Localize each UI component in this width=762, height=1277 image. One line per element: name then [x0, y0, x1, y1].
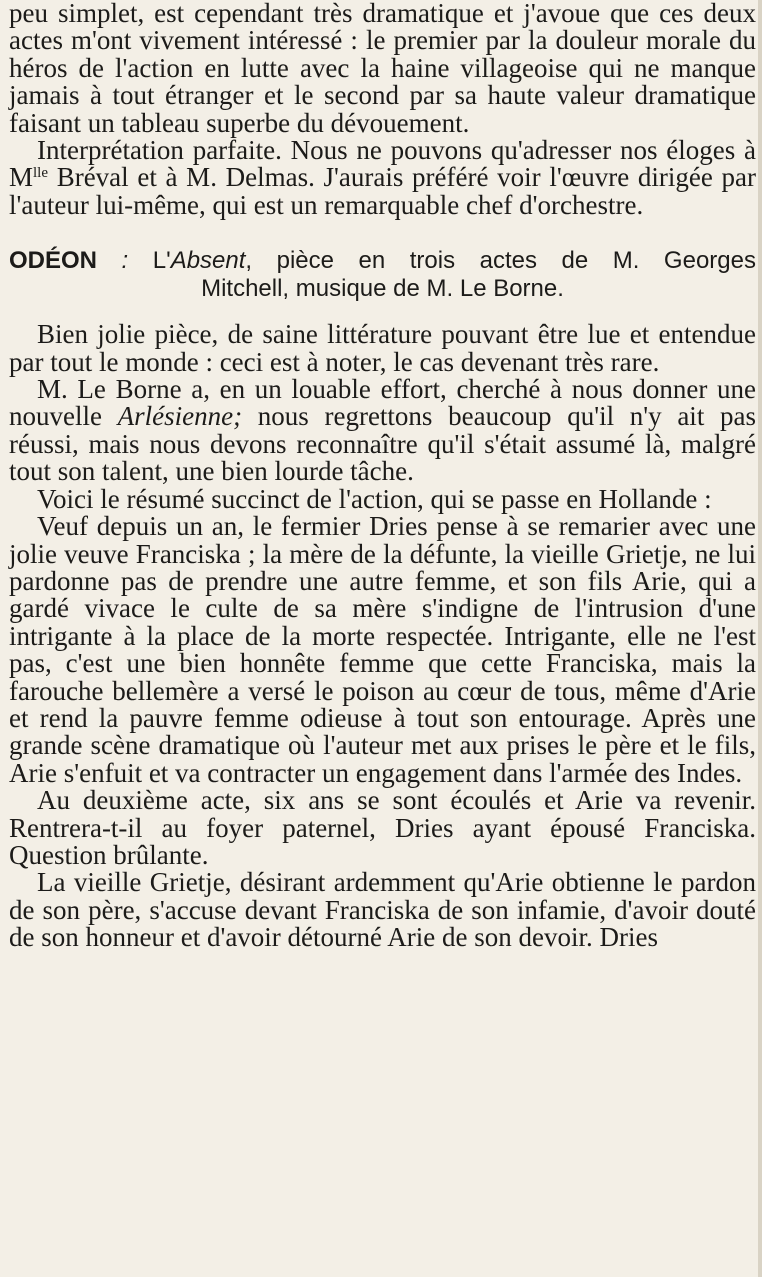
- paragraph-act-two: Au deuxième acte, six ans se sont écoulés et Arie va revenir. Rentrera-t-il au foyer paternel, Dries ayant épousé Franciska. Question brûlante.: [9, 785, 756, 870]
- section-spacer: [0, 219, 762, 247]
- paragraph-intro: Bien jolie pièce, de saine littérature pouvant être lue et entendue par tout le monde : ceci est à noter, le cas devenant très rare.: [9, 319, 756, 377]
- paragraph-le-borne: [0, 376, 762, 486]
- arlesienne-title: Arlésienne;: [117, 401, 243, 432]
- play-title: Absent: [170, 247, 246, 275]
- paragraph-review-ending: peu simplet, est cependant très dramatique et j'avoue que ces deux actes m'ont vivement intéressé : le premier par la douleur morale du héros de l'action en lutte avec la haine villageoise qui ne manque jamais à tout étranger et le second par sa haute valeur dramatique faisant un tableau superbe du dévouement.: [9, 0, 756, 138]
- page-edge-shadow: [758, 0, 762, 1277]
- interpretation-text-end: Bréval et à M. Delmas. J'aurais préféré voir l'œuvre dirigée par l'auteur lui-même, qui est un remarquable chef d'orchestre.: [9, 162, 756, 220]
- review-heading: [0, 247, 762, 303]
- paragraph-act-one: Veuf depuis un an, le fermier Dries pense à se remarier avec une jolie veuve Franciska ; la mère de la défunte, la vieille Grietje, ne lui pardonne pas de prendre une autre femme, et son fils Arie, qui a gardé vivace le culte de sa mère s'indigne de l'intrusion d'une intrigante à la place de la morte respectée. Intrigante, elle ne l'est pas, c'est une bien honnête femme que cette Franciska, mais la farouche bellemère a versé le poison au cœur de tous, même d'Arie et rend la pauvre femme odieuse à tout son entourage. Après une grande scène dramatique où l'auteur met aux prises le père et le fils, Arie s'enfuit et va contracter un engagement dans l'armée des Indes.: [9, 511, 756, 788]
- heading-details-1: , pièce en trois actes de M. Georges: [245, 247, 756, 275]
- le-borne-text-start: M. Le Borne a, en un louable effort, cherché à nous donner une nouvelle: [9, 374, 756, 432]
- heading-line-1: [9, 247, 756, 275]
- paragraph-grietje: La vieille Grietje, désirant ardemment qu'Arie obtienne le pardon de son père, s'accuse devant Franciska de son infamie, d'avoir douté de son honneur et d'avoir détourné Arie de son devoir. Dries: [9, 867, 756, 953]
- heading-line-2: Mitchell, musique de M. Le Borne.: [201, 275, 564, 303]
- theatre-name: ODÉON: [9, 247, 98, 275]
- le-borne-text-end: nous regrettons beaucoup qu'il n'y ait pas réussi, mais nous devons reconnaître qu'il s'était assumé là, malgré tout son talent, une bien lourde tâche.: [9, 401, 756, 487]
- interpretation-text-start: Interprétation parfaite. Nous ne pouvons qu'adresser nos éloges à M: [9, 135, 756, 193]
- paragraph-interpretation: [0, 137, 762, 219]
- heading-colon: :: [97, 247, 153, 275]
- paragraph-summary-intro: Voici le résumé succinct de l'action, qui se passe en Hollande :: [37, 483, 712, 514]
- mademoiselle-superscript: lle: [33, 165, 49, 182]
- title-prefix: L': [152, 247, 171, 275]
